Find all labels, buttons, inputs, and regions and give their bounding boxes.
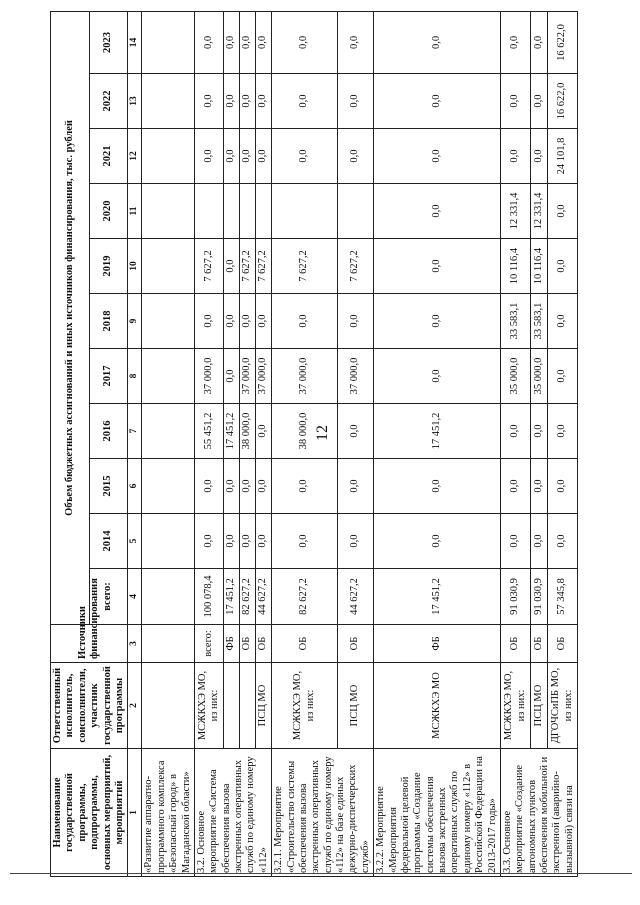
total-cell: 100 078,4 — [194, 569, 223, 625]
column-index: 13 — [128, 74, 142, 129]
total-cell: 91 030,9 — [531, 569, 548, 625]
year-value-cell: 0,0 — [500, 514, 530, 569]
budget-table-sheet — [50, 12, 575, 877]
source-cell: ОБ — [256, 625, 272, 663]
year-value-cell — [272, 184, 338, 239]
year-value-cell: 7 627,2 — [256, 239, 272, 294]
year-value-cell: 0,0 — [272, 294, 338, 349]
col-header-name: Наименование государственной программы, подпрограммы, основных мероприятий, мероприятий — [51, 749, 128, 877]
year-value-cell: 0,0 — [337, 404, 373, 459]
year-value-cell: 7 627,2 — [337, 239, 373, 294]
year-value-cell: 0,0 — [500, 404, 530, 459]
responsible-cell: МСЖКХЭ МО, из них: — [194, 663, 223, 749]
year-value-cell: 37 000,0 — [194, 349, 223, 404]
source-cell: ОБ — [272, 625, 338, 663]
year-value-cell: 0,0 — [256, 294, 272, 349]
column-index: 1 — [128, 749, 142, 877]
responsible-cell: ДГОЧСиПБ МО, из них: — [547, 663, 577, 749]
year-value-cell: 16 622,0 — [547, 11, 577, 73]
year-value-cell: 7 627,2 — [240, 239, 256, 294]
year-value-cell: 35 000,0 — [500, 349, 530, 404]
year-value-cell: 0,0 — [272, 459, 338, 514]
year-value-cell: 37 000,0 — [272, 349, 338, 404]
year-value-cell: 12 331,4 — [531, 184, 548, 239]
year-value-cell: 0,0 — [223, 11, 239, 73]
responsible-cell — [223, 663, 239, 749]
col-header-year: 2021 — [89, 129, 128, 184]
year-value-cell: 37 000,0 — [337, 349, 373, 404]
table-row — [337, 11, 373, 876]
year-value-cell: 0,0 — [256, 404, 272, 459]
year-value-cell — [337, 184, 373, 239]
year-value-cell: 0,0 — [337, 11, 373, 73]
responsible-cell — [240, 663, 256, 749]
year-value-cell: 0,0 — [256, 74, 272, 129]
responsible-cell: МСЖКХЭ МО, из них: — [272, 663, 338, 749]
year-value-cell: 0,0 — [547, 404, 577, 459]
total-cell: 91 030,9 — [500, 569, 530, 625]
col-header-responsible: Ответственный исполнитель, соисполнители, участник государственной программы — [51, 663, 128, 749]
year-value-cell: 0,0 — [240, 11, 256, 73]
column-index: 12 — [128, 129, 142, 184]
year-value-cell: 0,0 — [531, 514, 548, 569]
year-value-cell — [256, 184, 272, 239]
column-index: 8 — [128, 349, 142, 404]
col-header-year: 2020 — [89, 184, 128, 239]
year-value-cell: 37 000,0 — [240, 349, 256, 404]
year-value-cell: 0,0 — [547, 349, 577, 404]
year-value-cell: 0,0 — [223, 294, 239, 349]
header-row — [51, 11, 90, 876]
year-value-cell: 37 000,0 — [256, 349, 272, 404]
year-value-cell: 0,0 — [223, 514, 239, 569]
source-cell: ОБ — [547, 625, 577, 663]
year-value-cell: 0,0 — [272, 74, 338, 129]
column-index: 5 — [128, 514, 142, 569]
year-value-cell: 0,0 — [374, 129, 501, 184]
responsible-cell: ПСЦ МО — [337, 663, 373, 749]
year-value-cell: 35 000,0 — [531, 349, 548, 404]
year-value-cell: 55 451,2 — [194, 404, 223, 459]
table-row — [500, 11, 530, 876]
responsible-cell: МСЖКХЭ МО — [374, 663, 501, 749]
year-value-cell: 0,0 — [547, 459, 577, 514]
budget-table — [50, 11, 578, 877]
year-value-cell: 0,0 — [374, 184, 501, 239]
year-value-cell: 0,0 — [256, 11, 272, 73]
year-value-cell: 10 116,4 — [531, 239, 548, 294]
year-value-cell: 0,0 — [337, 74, 373, 129]
activity-name: 3.2. Основное мероприятие «Система обеспечения вызова экстренных оперативных служб по единому номеру «112» — [194, 749, 271, 877]
responsible-cell: ПСЦ МО — [256, 663, 272, 749]
year-value-cell: 0,0 — [500, 129, 530, 184]
table-row — [531, 11, 548, 876]
year-value-cell: 0,0 — [223, 74, 239, 129]
year-value-cell: 0,0 — [240, 514, 256, 569]
year-value-cell: 0,0 — [374, 294, 501, 349]
column-index: 2 — [128, 663, 142, 749]
total-cell: 82 627,2 — [272, 569, 338, 625]
column-index: 14 — [128, 11, 142, 73]
activity-name: 3.3. Основное мероприятие «Создание автономных пунктов обеспечения мобильной и экстренной (аварийно-вызывной) связи на — [500, 749, 577, 877]
responsible-cell: МСЖКХЭ МО, из них: — [500, 663, 530, 749]
total-cell: 44 627,2 — [337, 569, 373, 625]
source-cell: ФБ — [223, 625, 239, 663]
year-value-cell: 12 331,4 — [500, 184, 530, 239]
year-value-cell: 0,0 — [194, 74, 223, 129]
total-cell: 57 345,8 — [547, 569, 577, 625]
year-value-cell: 0,0 — [272, 514, 338, 569]
year-value-cell: 0,0 — [374, 11, 501, 73]
year-value-cell: 0,0 — [531, 129, 548, 184]
year-value-cell: 0,0 — [337, 459, 373, 514]
col-header-total: всего: — [89, 569, 128, 625]
year-value-cell: 0,0 — [194, 514, 223, 569]
year-value-cell: 0,0 — [337, 514, 373, 569]
year-value-cell: 0,0 — [374, 239, 501, 294]
source-cell: ОБ — [500, 625, 530, 663]
table-body — [142, 11, 578, 876]
table-row — [547, 11, 577, 876]
col-header-funding: Объем бюджетных ассигнований и иных источников финансирования, тыс. рублей — [51, 11, 90, 624]
year-value-cell — [240, 184, 256, 239]
year-value-cell: 38 000,0 — [272, 404, 338, 459]
col-header-year: 2016 — [89, 404, 128, 459]
year-value-cell: 0,0 — [223, 239, 239, 294]
year-value-cell: 0,0 — [374, 514, 501, 569]
column-index: 7 — [128, 404, 142, 459]
total-cell: 17 451,2 — [374, 569, 501, 625]
column-index: 3 — [128, 625, 142, 663]
responsible-cell: ПСЦ МО — [531, 663, 548, 749]
year-value-cell: 0,0 — [194, 11, 223, 73]
activity-name: 3.2.2. Мероприятие «Мероприятия федеральной целевой программы «Создание системы обеспечения вызова экстренных оперативных служб по единому номеру «112» в Российской Федерации на 2013-2017 годы» — [374, 749, 501, 877]
year-value-cell: 17 451,2 — [374, 404, 501, 459]
year-value-cell: 0,0 — [500, 11, 530, 73]
year-value-cell: 0,0 — [531, 459, 548, 514]
year-value-cell: 0,0 — [531, 404, 548, 459]
year-value-cell: 0,0 — [500, 74, 530, 129]
year-value-cell: 0,0 — [194, 129, 223, 184]
page-number: 12 — [314, 425, 331, 441]
year-value-cell: 0,0 — [256, 129, 272, 184]
year-value-cell: 0,0 — [547, 514, 577, 569]
col-header-year: 2023 — [89, 11, 128, 73]
column-index: 4 — [128, 569, 142, 625]
col-header-year: 2017 — [89, 349, 128, 404]
year-value-cell: 17 451,2 — [223, 404, 239, 459]
year-value-cell: 0,0 — [500, 459, 530, 514]
intro-row — [142, 11, 195, 876]
source-cell: ОБ — [240, 625, 256, 663]
year-value-cell: 0,0 — [240, 129, 256, 184]
year-value-cell: 0,0 — [531, 74, 548, 129]
year-value-cell: 24 101,8 — [547, 129, 577, 184]
year-value-cell: 0,0 — [374, 74, 501, 129]
year-value-cell: 0,0 — [194, 294, 223, 349]
year-value-cell: 0,0 — [272, 11, 338, 73]
year-value-cell: 0,0 — [547, 294, 577, 349]
year-value-cell: 0,0 — [256, 514, 272, 569]
col-header-year: 2018 — [89, 294, 128, 349]
col-header-year: 2015 — [89, 459, 128, 514]
year-value-cell — [194, 184, 223, 239]
source-cell: ОБ — [337, 625, 373, 663]
footer-rule — [10, 873, 632, 874]
year-value-cell: 0,0 — [240, 74, 256, 129]
col-header-year: 2014 — [89, 514, 128, 569]
column-index: 6 — [128, 459, 142, 514]
year-value-cell: 0,0 — [223, 459, 239, 514]
year-value-cell: 0,0 — [374, 459, 501, 514]
year-value-cell: 0,0 — [531, 11, 548, 73]
year-value-cell: 38 000,0 — [240, 404, 256, 459]
table-row — [240, 11, 256, 876]
col-header-source: Источники финансирования — [51, 625, 128, 663]
year-value-cell: 0,0 — [240, 294, 256, 349]
year-value-cell — [223, 184, 239, 239]
source-cell: ФБ — [374, 625, 501, 663]
total-cell: 44 627,2 — [256, 569, 272, 625]
activity-name: 3.2.1. Мероприятие «Строительство системы обеспечения вызова экстренных оперативных служб по единому номеру «112» на базе единых дежурно-диспетчерских служб» — [272, 749, 374, 877]
year-value-cell: 0,0 — [547, 184, 577, 239]
source-cell: всего: — [194, 625, 223, 663]
year-value-cell: 0,0 — [223, 129, 239, 184]
table-row — [256, 11, 272, 876]
table-row — [194, 11, 223, 876]
total-cell: 17 451,2 — [223, 569, 239, 625]
column-index: 10 — [128, 239, 142, 294]
year-value-cell: 0,0 — [337, 129, 373, 184]
year-value-cell: 33 583,1 — [531, 294, 548, 349]
column-index: 9 — [128, 294, 142, 349]
source-cell: ОБ — [531, 625, 548, 663]
year-value-cell: 7 627,2 — [194, 239, 223, 294]
year-value-cell: 10 116,4 — [500, 239, 530, 294]
col-header-year: 2022 — [89, 74, 128, 129]
year-value-cell: 33 583,1 — [500, 294, 530, 349]
col-header-year: 2019 — [89, 239, 128, 294]
year-value-cell: 0,0 — [240, 459, 256, 514]
year-value-cell: 7 627,2 — [272, 239, 338, 294]
table-row — [374, 11, 501, 876]
year-value-cell: 0,0 — [547, 239, 577, 294]
year-value-cell: 16 622,0 — [547, 74, 577, 129]
column-index-row — [128, 11, 142, 876]
year-value-cell: 0,0 — [374, 349, 501, 404]
table-row — [223, 11, 239, 876]
year-value-cell: 0,0 — [272, 129, 338, 184]
year-value-cell: 0,0 — [223, 349, 239, 404]
year-value-cell: 0,0 — [194, 459, 223, 514]
table-row — [272, 11, 338, 876]
total-cell: 82 627,2 — [240, 569, 256, 625]
column-index: 11 — [128, 184, 142, 239]
intro-text: «Развитие аппаратно-программного комплекса «Безопасный город» в Магаданской области» — [142, 749, 195, 877]
year-value-cell: 0,0 — [256, 459, 272, 514]
year-value-cell: 0,0 — [337, 294, 373, 349]
